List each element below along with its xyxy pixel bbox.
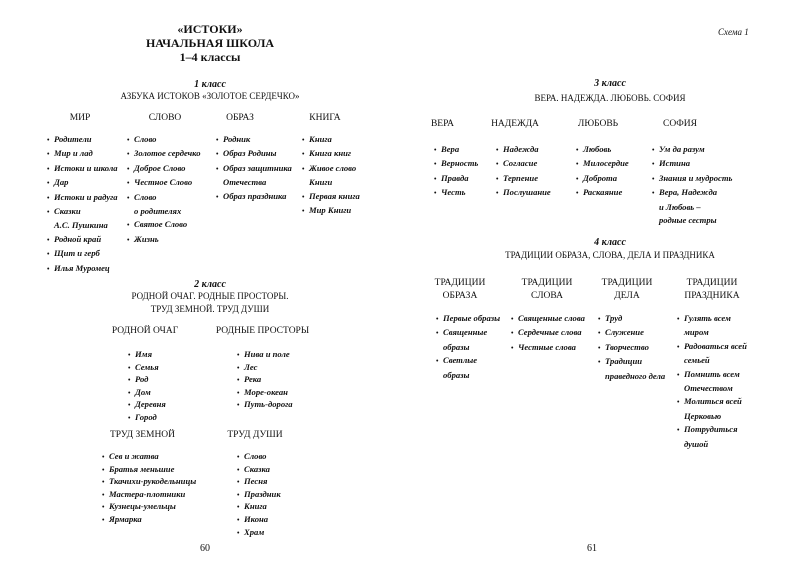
grade2-list [237,349,327,412]
list-item: • Гулять всем миром [677,312,767,340]
list-item: • Надежда [496,143,574,157]
grade2-label: 2 класс [194,279,226,290]
schema-label: Схема 1 [718,27,749,37]
list-item: • Слово о родителях [127,191,217,219]
grade4-list [436,312,512,382]
list-item: • Лес [237,362,327,375]
grade3-list [434,143,496,201]
list-item: • Море-океан [237,387,327,400]
list-item: • Дом [128,387,208,400]
list-item: • Вера, Надежда и Любовь – родные сестры [652,186,752,227]
list-item: • Первые образы [436,312,512,326]
grade2-col-header: ТРУД ЗЕМНОЙ [109,430,176,440]
list-item: • Нива и поле [237,349,327,362]
grade1-subtitle: АЗБУКА ИСТОКОВ «ЗОЛОТОЕ СЕРДЕЧКО» [120,91,300,101]
grade3-col-header: НАДЕЖДА [491,119,539,129]
list-item: • Песня [237,476,327,489]
list-item: • Слово [127,133,217,147]
title-line: НАЧАЛЬНАЯ ШКОЛА [145,36,275,50]
grade4-subtitle: ТРАДИЦИИ ОБРАЗА, СЛОВА, ДЕЛА И ПРАЗДНИКА [505,250,715,260]
list-item: • Образ праздника [216,190,302,204]
list-item: • Радоваться всей семьей [677,340,767,368]
list-item: • Милосердие [576,157,652,171]
list-item: • Истоки и радуга [47,191,127,205]
list-item: • Кузнецы-умельцы [102,501,222,514]
grade3-list [652,143,752,227]
list-item: • Слово [237,451,327,464]
list-item: • Творчество [598,341,680,355]
list-item: • Живое слово Книги [302,162,382,190]
grade4-list [598,312,680,383]
list-item: • Правда [434,172,496,186]
grade1-label: 1 класс [194,79,226,90]
list-item: • Сказка [237,464,327,477]
list-item: • Истоки и школа [47,162,127,176]
list-item: • Семья [128,362,208,375]
list-item: • Братья меньшие [102,464,222,477]
grade3-col-header: ВЕРА [430,119,455,129]
list-item: • Труд [598,312,680,326]
list-item: • Ум да разум [652,143,752,157]
list-item: • Светлые образы [436,354,512,382]
grade4-col-header: ТРАДИЦИИ ДЕЛА [601,278,653,301]
grade4-list [677,312,767,451]
list-item: • Знания и мудрость [652,172,752,186]
list-item: • Священные образы [436,326,512,354]
list-item: • Храм [237,527,327,540]
list-item: • Служение [598,326,680,340]
grade1-list [216,133,302,204]
list-item: • Раскаяние [576,186,652,200]
list-item: • Первая книга [302,190,382,204]
list-item: • Имя [128,349,208,362]
list-item: • Мир и лад [47,147,127,161]
list-item: • Золотое сердечко [127,147,217,161]
list-item: • Святое Слово [127,218,217,232]
grade3-list [576,143,652,201]
grade3-list [496,143,574,201]
grade3-col-header: ЛЮБОВЬ [577,119,619,129]
grade3-label: 3 класс [594,78,626,89]
list-item: • Традиции праведного дела [598,355,680,383]
list-item: • Город [128,412,208,425]
list-item: • Любовь [576,143,652,157]
grade2-col-header: РОДНЫЕ ПРОСТОРЫ [215,326,310,336]
list-item: • Ярмарка [102,514,222,527]
title-line: «ИСТОКИ» [177,22,243,36]
list-item: • Икона [237,514,327,527]
grade2-list [128,349,208,425]
list-item: • Потрудиться душой [677,423,767,451]
list-item: • Илья Муромец [47,262,127,276]
grade4-col-header: ТРАДИЦИИ ПРАЗДНИКА [684,278,740,301]
title-line: 1–4 классы [179,50,241,64]
list-item: • Книга [237,501,327,514]
list-item: • Род [128,374,208,387]
list-item: • Образ защитника Отечества [216,162,302,190]
grade2-subtitle: РОДНОЙ ОЧАГ. РОДНЫЕ ПРОСТОРЫ. ТРУД ЗЕМНОЙ. ТРУД ДУШИ [131,291,289,314]
grade2-list [237,451,327,539]
list-item: • Дар [47,176,127,190]
grade4-col-header: ТРАДИЦИИ СЛОВА [521,278,573,301]
page-number: 60 [200,543,210,554]
list-item: • Священные слова [511,312,599,326]
list-item: • Щит и герб [47,247,127,261]
list-item: • Доброта [576,172,652,186]
list-item: • Мастера-плотники [102,489,222,502]
grade2-list [102,451,222,527]
list-item: • Помнить всем Отечеством [677,368,767,396]
grade2-col-header: РОДНОЙ ОЧАГ [111,326,179,336]
list-item: • Деревня [128,399,208,412]
list-item: • Терпение [496,172,574,186]
list-item: • Ткачихи-рукодельницы [102,476,222,489]
list-item: • Образ Родины [216,147,302,161]
grade4-col-header: ТРАДИЦИИ ОБРАЗА [434,278,486,301]
grade1-list [127,133,217,247]
grade1-col-header: МИР [69,113,91,123]
grade1-col-header: ОБРАЗ [226,113,254,123]
list-item: • Родители [47,133,127,147]
grade1-col-header: СЛОВО [148,113,182,123]
list-item: • Честные слова [511,341,599,355]
list-item: • Праздник [237,489,327,502]
list-item: • Река [237,374,327,387]
list-item: • Жизнь [127,233,217,247]
grade1-col-header: КНИГА [309,113,341,123]
list-item: • Вера [434,143,496,157]
grade1-list [47,133,127,276]
list-item: • Родник [216,133,302,147]
grade4-label: 4 класс [594,237,626,248]
list-item: • Путь-дорога [237,399,327,412]
list-item: • Честное Слово [127,176,217,190]
list-item: • Сев и жатва [102,451,222,464]
list-item: • Мир Книги [302,204,382,218]
list-item: • Молиться всей Церковью [677,395,767,423]
list-item: • Сердечные слова [511,326,599,340]
grade3-subtitle: ВЕРА. НАДЕЖДА. ЛЮБОВЬ. СОФИЯ [534,93,686,103]
list-item: • Верность [434,157,496,171]
grade3-col-header: СОФИЯ [662,119,697,129]
grade4-list [511,312,599,355]
list-item: • Книга [302,133,382,147]
grade2-col-header: ТРУД ДУШИ [227,430,283,440]
page-number: 61 [587,543,597,554]
list-item: • Родной край [47,233,127,247]
list-item: • Книга книг [302,147,382,161]
grade1-list [302,133,382,218]
list-item: • Сказки А.С. Пушкина [47,205,127,233]
list-item: • Доброе Слово [127,162,217,176]
list-item: • Истина [652,157,752,171]
list-item: • Согласие [496,157,574,171]
book-title [60,22,360,64]
list-item: • Честь [434,186,496,200]
list-item: • Послушание [496,186,574,200]
